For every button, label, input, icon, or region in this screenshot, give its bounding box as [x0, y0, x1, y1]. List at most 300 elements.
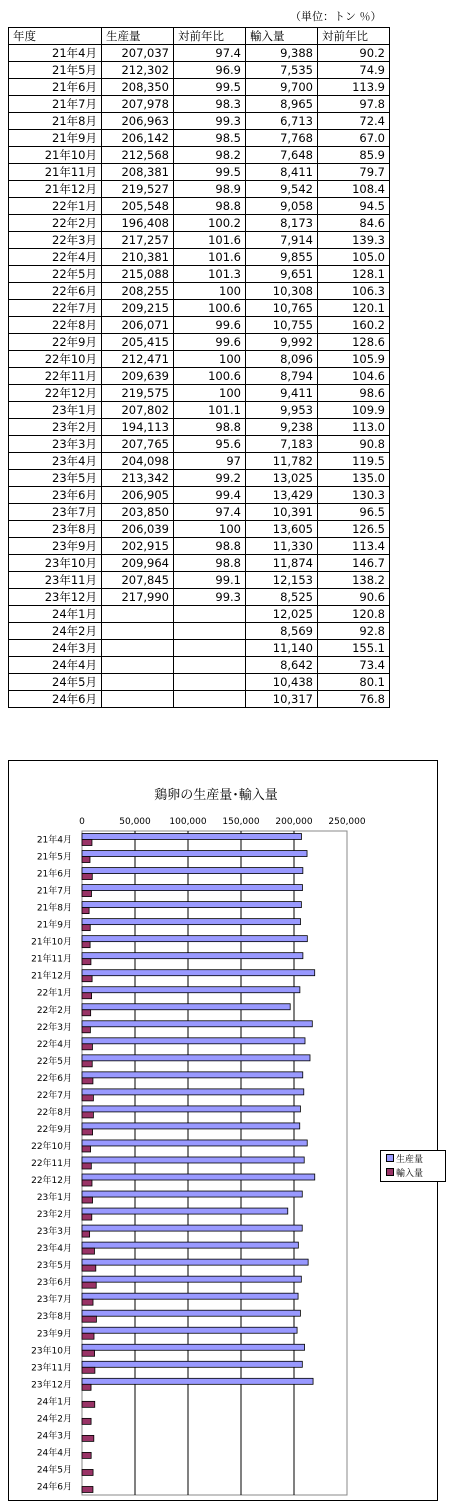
production-bar: [82, 1072, 303, 1078]
cell-month: 23年6月: [9, 487, 102, 504]
cell-production-yoy: 98.3: [174, 96, 246, 113]
category-label: 22年10月: [31, 1141, 72, 1152]
cell-imports: 7,535: [246, 62, 318, 79]
cell-imports-yoy: 120.8: [318, 606, 390, 623]
production-bar: [82, 987, 300, 993]
table-row: [9, 368, 390, 385]
x-tick-label: 250,000: [328, 817, 366, 827]
cell-production-yoy: 98.8: [174, 198, 246, 215]
cell-month: 23年5月: [9, 470, 102, 487]
cell-imports-yoy: 139.3: [318, 232, 390, 249]
category-label: 23年7月: [36, 1295, 72, 1306]
production-bar: [82, 1106, 300, 1112]
production-bar: [82, 1021, 312, 1027]
category-label: 24年3月: [36, 1431, 72, 1442]
cell-month: 22年5月: [9, 266, 102, 283]
table-row: [9, 317, 390, 334]
cell-production-yoy: 99.4: [174, 487, 246, 504]
imports-bar: [82, 1418, 91, 1424]
cell-imports-yoy: 130.3: [318, 487, 390, 504]
imports-bar: [82, 1384, 91, 1390]
cell-imports: 8,794: [246, 368, 318, 385]
cell-production: 207,037: [102, 45, 174, 62]
cell-imports: 9,953: [246, 402, 318, 419]
production-bar: [82, 1004, 290, 1010]
cell-imports: 13,025: [246, 470, 318, 487]
production-bar: [82, 936, 307, 942]
imports-bar: [82, 1163, 91, 1169]
production-bar: [82, 1378, 313, 1384]
cell-production-yoy: 95.6: [174, 436, 246, 453]
cell-imports-yoy: 97.8: [318, 96, 390, 113]
cell-imports-yoy: 73.4: [318, 657, 390, 674]
table-row: [9, 113, 390, 130]
legend-item-imports: [386, 1168, 423, 1180]
imports-bar: [82, 1197, 93, 1203]
cell-imports-yoy: 135.0: [318, 470, 390, 487]
imports-bar: [82, 1146, 91, 1152]
imports-bar: [82, 1316, 96, 1322]
cell-imports-yoy: 108.4: [318, 181, 390, 198]
cell-imports-yoy: 67.0: [318, 130, 390, 147]
cell-imports-yoy: 128.1: [318, 266, 390, 283]
cell-month: 21年6月: [9, 79, 102, 96]
production-bar: [82, 1327, 297, 1333]
cell-month: 22年1月: [9, 198, 102, 215]
cell-production-yoy: 99.6: [174, 334, 246, 351]
cell-month: 24年2月: [9, 623, 102, 640]
cell-month: 22年10月: [9, 351, 102, 368]
unit-note: （単位：トン ％）: [290, 10, 382, 23]
category-label: 22年12月: [31, 1176, 72, 1187]
cell-month: 24年5月: [9, 674, 102, 691]
cell-month: 21年7月: [9, 96, 102, 113]
cell-production: 208,381: [102, 164, 174, 181]
production-bar: [82, 953, 303, 959]
production-bar: [82, 1242, 298, 1248]
imports-bar: [82, 1452, 91, 1458]
cell-production: 206,963: [102, 113, 174, 130]
cell-production-yoy: 98.9: [174, 181, 246, 198]
cell-month: 21年9月: [9, 130, 102, 147]
cell-production-yoy: 99.1: [174, 572, 246, 589]
production-bar: [82, 1140, 307, 1146]
cell-imports: 7,914: [246, 232, 318, 249]
category-label: 21年6月: [36, 869, 72, 880]
cell-imports: 9,238: [246, 419, 318, 436]
production-bar: [82, 1225, 302, 1231]
table-row: [9, 266, 390, 283]
cell-imports: 10,765: [246, 300, 318, 317]
cell-imports: 13,605: [246, 521, 318, 538]
cell-production: [102, 674, 174, 691]
cell-month: 22年4月: [9, 249, 102, 266]
cell-imports-yoy: 109.9: [318, 402, 390, 419]
legend-swatch-production: [386, 1154, 394, 1162]
cell-imports: 8,525: [246, 589, 318, 606]
category-label: 23年12月: [31, 1380, 72, 1391]
table-row: [9, 419, 390, 436]
category-label: 23年6月: [36, 1278, 72, 1289]
cell-imports-yoy: 113.0: [318, 419, 390, 436]
production-bar: [82, 919, 301, 925]
imports-bar: [82, 1350, 95, 1356]
production-bar: [82, 1089, 304, 1095]
legend-label-imports: 輸入量: [396, 1169, 424, 1179]
cell-production: 207,845: [102, 572, 174, 589]
cell-imports-yoy: 98.6: [318, 385, 390, 402]
category-label: 21年5月: [36, 852, 72, 863]
production-bar: [82, 1123, 300, 1129]
cell-production: 205,548: [102, 198, 174, 215]
legend-item-production: [386, 1154, 423, 1166]
cell-production-yoy: [174, 640, 246, 657]
category-label: 22年11月: [31, 1159, 72, 1169]
cell-month: 24年3月: [9, 640, 102, 657]
cell-production: 209,964: [102, 555, 174, 572]
cell-month: 23年2月: [9, 419, 102, 436]
cell-production: 206,071: [102, 317, 174, 334]
table-row: [9, 470, 390, 487]
imports-bar: [82, 1401, 95, 1407]
cell-production-yoy: 99.2: [174, 470, 246, 487]
cell-imports: 11,140: [246, 640, 318, 657]
cell-month: 23年10月: [9, 555, 102, 572]
table-row: [9, 555, 390, 572]
cell-month: 21年11月: [9, 164, 102, 181]
table-row: [9, 487, 390, 504]
header-year: 年度: [9, 28, 102, 45]
cell-production: 219,527: [102, 181, 174, 198]
category-label: 23年10月: [31, 1346, 72, 1357]
table-row: [9, 674, 390, 691]
cell-month: 22年8月: [9, 317, 102, 334]
cell-month: 23年11月: [9, 572, 102, 589]
cell-imports: 7,648: [246, 147, 318, 164]
x-tick-label: 100,000: [169, 817, 207, 827]
category-label: 23年2月: [36, 1210, 72, 1221]
cell-imports: 9,388: [246, 45, 318, 62]
x-tick-label: 0: [79, 817, 85, 827]
data-table: [8, 27, 390, 708]
cell-imports: 9,058: [246, 198, 318, 215]
cell-production: 208,350: [102, 79, 174, 96]
cell-production-yoy: 101.6: [174, 249, 246, 266]
cell-imports: 11,330: [246, 538, 318, 555]
table-row: [9, 589, 390, 606]
cell-month: 21年4月: [9, 45, 102, 62]
production-bar: [82, 1191, 302, 1197]
cell-production-yoy: 97.4: [174, 45, 246, 62]
cell-imports-yoy: 90.8: [318, 436, 390, 453]
cell-production: 210,381: [102, 249, 174, 266]
cell-production-yoy: [174, 691, 246, 708]
cell-imports-yoy: 105.0: [318, 249, 390, 266]
cell-production: 213,342: [102, 470, 174, 487]
imports-bar: [82, 1265, 96, 1271]
imports-bar: [82, 857, 90, 863]
cell-imports-yoy: 76.8: [318, 691, 390, 708]
cell-imports-yoy: 113.4: [318, 538, 390, 555]
category-label: 24年2月: [36, 1414, 72, 1425]
cell-imports: 9,651: [246, 266, 318, 283]
table-row: [9, 198, 390, 215]
cell-production: 217,990: [102, 589, 174, 606]
imports-bar: [82, 1486, 93, 1492]
cell-imports-yoy: 128.6: [318, 334, 390, 351]
cell-month: 23年3月: [9, 436, 102, 453]
table-row: [9, 623, 390, 640]
imports-bar: [82, 1333, 94, 1339]
cell-imports-yoy: 74.9: [318, 62, 390, 79]
imports-bar: [82, 1078, 93, 1084]
cell-production: 206,142: [102, 130, 174, 147]
cell-imports: 9,542: [246, 181, 318, 198]
production-bar: [82, 1157, 304, 1163]
table-row: [9, 640, 390, 657]
imports-bar: [82, 1435, 94, 1441]
category-label: 23年4月: [36, 1244, 72, 1255]
cell-imports-yoy: 119.5: [318, 453, 390, 470]
chart-title: 鶏卵の生産量･輸入量: [154, 788, 278, 803]
category-label: 24年6月: [36, 1482, 72, 1493]
cell-imports-yoy: 126.5: [318, 521, 390, 538]
category-label: 23年8月: [36, 1312, 72, 1323]
cell-imports: 9,411: [246, 385, 318, 402]
cell-production-yoy: 96.9: [174, 62, 246, 79]
table-row: [9, 385, 390, 402]
category-label: 21年4月: [36, 835, 72, 846]
cell-imports-yoy: 79.7: [318, 164, 390, 181]
cell-production-yoy: 99.3: [174, 589, 246, 606]
cell-production-yoy: 98.2: [174, 147, 246, 164]
cell-production: [102, 606, 174, 623]
cell-month: 23年9月: [9, 538, 102, 555]
cell-imports: 8,173: [246, 215, 318, 232]
cell-production: 204,098: [102, 453, 174, 470]
production-bar: [82, 834, 301, 840]
cell-production: 212,471: [102, 351, 174, 368]
production-bar: [82, 1055, 310, 1061]
cell-month: 21年10月: [9, 147, 102, 164]
category-label: 24年5月: [36, 1465, 72, 1476]
category-label: 22年8月: [36, 1107, 72, 1118]
imports-bar: [82, 1214, 92, 1220]
table-row: [9, 657, 390, 674]
category-label: 22年5月: [36, 1056, 72, 1067]
cell-imports-yoy: 80.1: [318, 674, 390, 691]
category-label: 23年9月: [36, 1329, 72, 1340]
cell-production-yoy: [174, 657, 246, 674]
cell-month: 23年8月: [9, 521, 102, 538]
cell-production: 205,415: [102, 334, 174, 351]
cell-production-yoy: 100.2: [174, 215, 246, 232]
cell-production-yoy: 101.3: [174, 266, 246, 283]
table-row: [9, 283, 390, 300]
imports-bar: [82, 891, 92, 897]
cell-month: 24年6月: [9, 691, 102, 708]
cell-production: 202,915: [102, 538, 174, 555]
table-row: [9, 96, 390, 113]
cell-production-yoy: 97.4: [174, 504, 246, 521]
cell-production-yoy: 101.6: [174, 232, 246, 249]
cell-production-yoy: 99.3: [174, 113, 246, 130]
table-body: [9, 45, 390, 708]
cell-production: 207,802: [102, 402, 174, 419]
imports-bar: [82, 925, 90, 931]
cell-month: 22年6月: [9, 283, 102, 300]
cell-production: 215,088: [102, 266, 174, 283]
category-label: 22年3月: [36, 1022, 72, 1033]
cell-month: 24年1月: [9, 606, 102, 623]
cell-imports: 10,308: [246, 283, 318, 300]
imports-bar: [82, 959, 91, 965]
category-label: 21年8月: [36, 903, 72, 914]
cell-production: 217,257: [102, 232, 174, 249]
cell-production: 212,302: [102, 62, 174, 79]
legend: [380, 1150, 446, 1182]
cell-month: 23年4月: [9, 453, 102, 470]
cell-imports: 7,768: [246, 130, 318, 147]
cell-production-yoy: 99.5: [174, 164, 246, 181]
cell-month: 23年1月: [9, 402, 102, 419]
category-labels: [31, 834, 72, 1493]
cell-imports-yoy: 105.9: [318, 351, 390, 368]
imports-bar: [82, 1027, 90, 1033]
cell-production: 209,215: [102, 300, 174, 317]
category-label: 23年11月: [31, 1363, 72, 1374]
table-row: [9, 351, 390, 368]
cell-imports-yoy: 84.6: [318, 215, 390, 232]
imports-bar: [82, 1282, 96, 1288]
cell-month: 23年7月: [9, 504, 102, 521]
table-row: [9, 62, 390, 79]
cell-imports-yoy: 106.3: [318, 283, 390, 300]
category-label: 23年5月: [36, 1261, 72, 1272]
production-bar: [82, 1038, 305, 1044]
cell-imports: 9,700: [246, 79, 318, 96]
cell-month: 23年12月: [9, 589, 102, 606]
imports-bar: [82, 1129, 93, 1135]
header-production: 生産量: [102, 28, 174, 45]
imports-bar: [82, 1299, 93, 1305]
category-label: 24年4月: [36, 1448, 72, 1459]
cell-production-yoy: 98.8: [174, 538, 246, 555]
category-label: 23年3月: [36, 1227, 72, 1238]
imports-bar: [82, 1231, 90, 1237]
cell-imports: 12,025: [246, 606, 318, 623]
cell-imports: 8,642: [246, 657, 318, 674]
cell-production: 209,639: [102, 368, 174, 385]
cell-production: 212,568: [102, 147, 174, 164]
table-row: [9, 130, 390, 147]
x-tick-label: 50,000: [119, 817, 151, 827]
production-bar: [82, 902, 301, 908]
cell-imports-yoy: 104.6: [318, 368, 390, 385]
table-row: [9, 453, 390, 470]
cell-imports-yoy: 138.2: [318, 572, 390, 589]
cell-production: 206,905: [102, 487, 174, 504]
category-label: 21年10月: [31, 937, 72, 948]
production-bar: [82, 970, 315, 976]
cell-imports: 8,096: [246, 351, 318, 368]
cell-production: 194,113: [102, 419, 174, 436]
legend-swatch-imports: [386, 1168, 394, 1176]
cell-imports-yoy: 146.7: [318, 555, 390, 572]
table-row: [9, 181, 390, 198]
category-label: 21年7月: [36, 886, 72, 897]
cell-imports: 7,183: [246, 436, 318, 453]
cell-month: 22年11月: [9, 368, 102, 385]
cell-imports-yoy: 90.6: [318, 589, 390, 606]
category-label: 22年4月: [36, 1039, 72, 1050]
cell-month: 22年12月: [9, 385, 102, 402]
table-row: [9, 402, 390, 419]
cell-production: 206,039: [102, 521, 174, 538]
cell-imports: 10,438: [246, 674, 318, 691]
cell-imports-yoy: 160.2: [318, 317, 390, 334]
cell-production-yoy: 99.5: [174, 79, 246, 96]
production-bar: [82, 868, 303, 874]
production-bar: [82, 885, 302, 891]
cell-production-yoy: 98.8: [174, 555, 246, 572]
cell-production: 208,255: [102, 283, 174, 300]
production-bar: [82, 1310, 300, 1316]
x-tick-label: 200,000: [275, 817, 313, 827]
category-label: 23年1月: [36, 1193, 72, 1204]
imports-bar: [82, 1095, 93, 1101]
category-label: 22年9月: [36, 1124, 72, 1135]
table-row: [9, 606, 390, 623]
table-row: [9, 147, 390, 164]
production-bar: [82, 1174, 315, 1180]
table-row: [9, 45, 390, 62]
cell-production-yoy: 97: [174, 453, 246, 470]
category-label: 24年1月: [36, 1397, 72, 1408]
cell-imports-yoy: 90.2: [318, 45, 390, 62]
cell-production-yoy: 98.8: [174, 419, 246, 436]
cell-production-yoy: 100.6: [174, 300, 246, 317]
table-row: [9, 79, 390, 96]
imports-bar: [82, 993, 92, 999]
imports-bar: [82, 1044, 92, 1050]
cell-imports: 8,411: [246, 164, 318, 181]
cell-production-yoy: [174, 606, 246, 623]
cell-imports: 8,965: [246, 96, 318, 113]
cell-imports: 9,992: [246, 334, 318, 351]
cell-imports: 10,755: [246, 317, 318, 334]
table-row: [9, 164, 390, 181]
imports-bar: [82, 1112, 93, 1118]
x-tick-label: 150,000: [222, 817, 260, 827]
cell-production-yoy: 99.6: [174, 317, 246, 334]
cell-production: 219,575: [102, 385, 174, 402]
cell-month: 24年4月: [9, 657, 102, 674]
category-label: 21年12月: [31, 971, 72, 982]
cell-production: [102, 640, 174, 657]
cell-month: 21年5月: [9, 62, 102, 79]
cell-production-yoy: 100: [174, 283, 246, 300]
x-tick-labels: [79, 817, 366, 827]
cell-production: [102, 657, 174, 674]
cell-month: 21年8月: [9, 113, 102, 130]
imports-bar: [82, 874, 92, 880]
table-row: [9, 300, 390, 317]
imports-bar: [82, 1061, 92, 1067]
table-row: [9, 504, 390, 521]
cell-month: 22年3月: [9, 232, 102, 249]
imports-bar: [82, 1469, 93, 1475]
